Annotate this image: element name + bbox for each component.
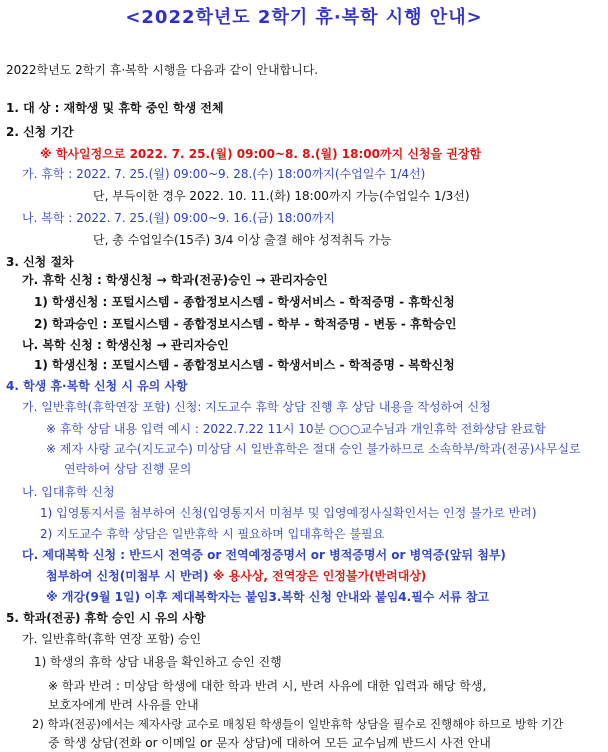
section-1-target: 1. 대 상 : 재학생 및 휴학 중인 학생 전체 xyxy=(6,101,224,115)
section-4-discharge-attach: 첨부하여 신청(미첨부 시 반려) xyxy=(46,569,209,583)
section-3-return-process: 나. 복학 신청 : 학생신청 → 관리자승인 xyxy=(22,338,229,352)
section-2-return-period: 나. 복학 : 2022. 7. 25.(월) 09:00~9. 16.(금) 18:00까지 xyxy=(22,211,335,225)
intro-text: 2022학년도 2학기 휴·복학 시행을 다음과 같이 안내합니다. xyxy=(6,63,319,77)
section-2-heading: 2. 신청 기간 xyxy=(6,125,74,139)
section-2-leave-note: 단, 부득이한 경우 2022. 10. 11.(화) 18:00까지 가능(수업일수 1/3선) xyxy=(93,189,470,203)
section-4-military-step-2: 2) 지도교수 휴학 상담은 일반휴학 시 필요하며 입대휴학은 불필요 xyxy=(40,527,385,541)
section-4-heading: 4. 학생 휴·복학 신청 시 유의 사항 xyxy=(6,379,188,393)
section-5-step-1-note-1: ※ 학과 반려 : 미상담 학생에 대한 학과 반려 시, 반려 사유에 대한 입력과 해당 학생, xyxy=(48,679,487,693)
section-5-heading: 5. 학과(전공) 휴학 승인 시 유의 사항 xyxy=(6,611,206,625)
section-3-leave-process: 가. 휴학 신청 : 학생신청 → 학과(전공)승인 → 관리자승인 xyxy=(22,273,328,287)
section-4-general-leave: 가. 일반휴학(휴학연장 포함) 신청: 지도교수 휴학 상담 진행 후 상담 내용을 작성하여 신청 xyxy=(22,400,491,414)
section-5-step-2-line-1: 2) 학과(전공)에서는 제자사랑 교수로 매칭된 학생들이 일반휴학 상담을 필수로 진행해야 하므로 방학 기간 xyxy=(32,717,564,731)
section-5-step-1-note-2: 보호자에게 반려 사유를 안내 xyxy=(48,698,199,712)
section-4-warning-line-2: 연락하여 상담 진행 문의 xyxy=(64,462,192,476)
section-2-return-note: 단, 총 수업일수(15주) 3/4 이상 출결 해야 성적취득 가능 xyxy=(93,233,392,247)
section-5-general-approval: 가. 일반휴학(휴학 연장 포함) 승인 xyxy=(22,632,202,646)
section-2-leave-period: 가. 휴학 : 2022. 7. 25.(월) 09:00~9. 28.(수) 18:00까지(수업일수 1/4선) xyxy=(22,167,426,181)
section-5-step-1: 1) 학생의 휴학 상담 내용을 확인하고 승인 진행 xyxy=(34,655,282,669)
section-4-warning-line-1: ※ 제자 사랑 교수(지도교수) 미상담 시 일반휴학은 절대 승인 불가하므로 소속학부/학과(전공)사무실로 xyxy=(46,442,581,456)
page-title: <2022학년도 2학기 휴·복학 시행 안내> xyxy=(125,7,483,28)
section-4-military-leave: 나. 입대휴학 신청 xyxy=(22,485,115,499)
section-3-return-step-1: 1) 학생신청 : 포털시스템 - 종합정보시스템 - 학생서비스 - 학적증명 - 복학신청 xyxy=(34,358,455,372)
section-2-notice: ※ 학사일정으로 2022. 7. 25.(월) 09:00~8. 8.(월) 18:00까지 신청을 권장함 xyxy=(40,147,482,161)
section-3-leave-step-1: 1) 학생신청 : 포털시스템 - 종합정보시스템 - 학생서비스 - 학적증명 - 휴학신청 xyxy=(34,295,455,309)
section-3-heading: 3. 신청 절차 xyxy=(6,255,74,269)
section-4-military-step-1: 1) 입영통지서를 첨부하여 신청(입영통지서 미첨부 및 입영예정사실확인서는 인정 불가로 반려) xyxy=(40,506,537,520)
section-4-discharge-return: 다. 제대복학 신청 : 반드시 전역증 or 전역예정증명서 or 병적증명서 or 병역증(앞뒤 첨부) xyxy=(22,548,506,562)
section-4-discharge-warning: ※ 용사상, 전역장은 인정불가(반려대상) xyxy=(212,569,427,583)
section-3-leave-step-2: 2) 학과승인 : 포털시스템 - 종합정보시스템 - 학부 - 학적증명 - 변동 - 휴학승인 xyxy=(34,317,457,331)
section-4-discharge-line-2 xyxy=(46,568,426,584)
section-4-input-example: ※ 휴학 상담 내용 입력 예시 : 2022.7.22 11시 10분 ○○○교수님과 개인휴학 전화상담 완료함 xyxy=(46,422,546,436)
section-5-step-2-line-2: 중 학생 상담(전화 or 이메일 or 문자 상담)에 대하여 모든 교수님께 반드시 사전 안내 xyxy=(48,736,491,750)
section-4-discharge-note: ※ 개강(9월 1일) 이후 제대복학자는 붙임3.복학 신청 안내와 붙임4.필수 서류 참고 xyxy=(46,590,490,604)
